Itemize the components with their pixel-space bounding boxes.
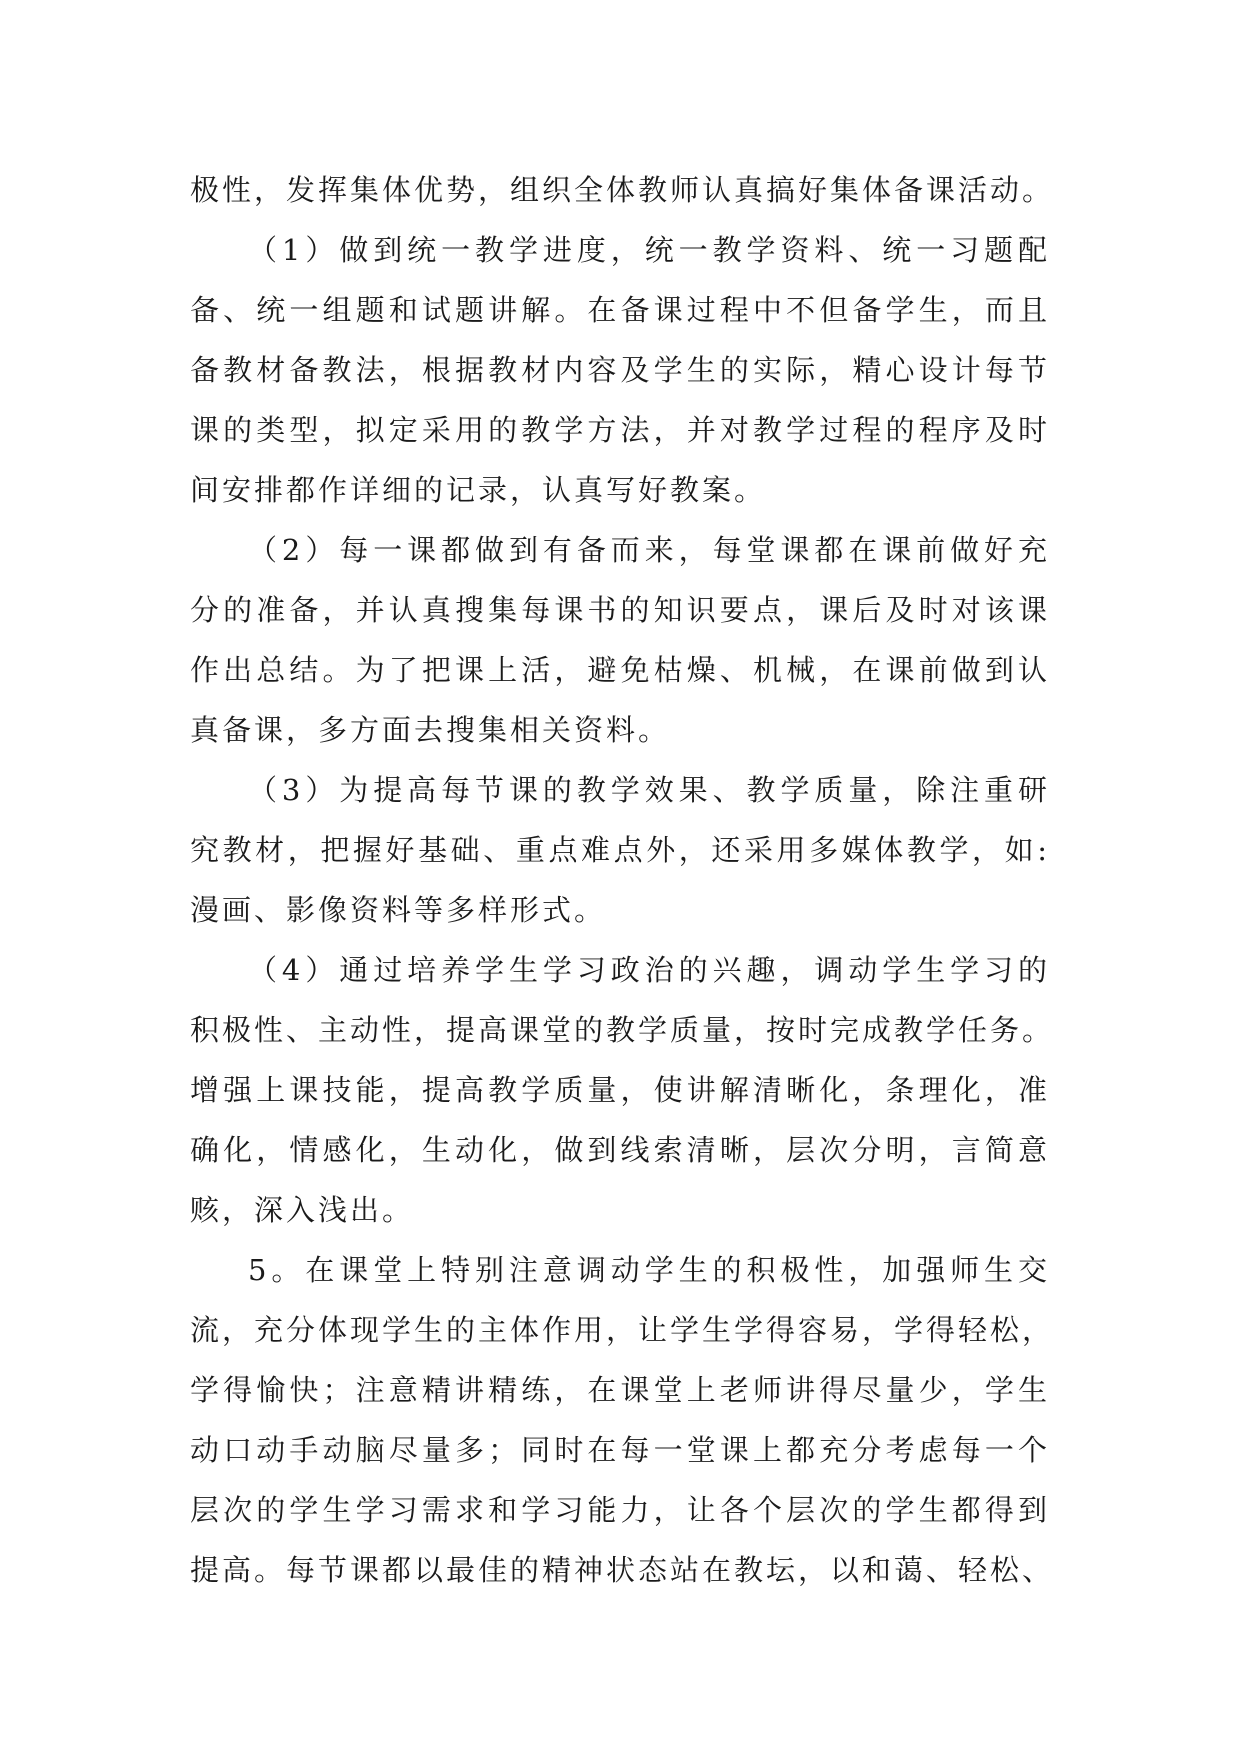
text-line: 真备课，多方面去搜集相关资料。 <box>190 713 671 747</box>
text-line: 学得愉快；注意精讲精练，在课堂上老师讲得尽量少，学生 <box>190 1373 1050 1407</box>
text-line: 备、统一组题和试题讲解。在备课过程中不但备学生，而且 <box>190 293 1050 327</box>
text-line: 极性，发挥集体优势，组织全体教师认真搞好集体备课活动。 <box>190 173 1055 207</box>
text-line: 漫画、影像资料等多样形式。 <box>190 893 607 927</box>
text-line: 备教材备教法，根据教材内容及学生的实际，精心设计每节 <box>190 353 1050 387</box>
text-line: 作出总结。为了把课上活，避免枯燥、机械，在课前做到认 <box>190 653 1050 687</box>
text-line: 分的准备，并认真搜集每课书的知识要点，课后及时对该课 <box>190 593 1050 627</box>
text-line: 课的类型，拟定采用的教学方法，并对教学过程的程序及时 <box>190 413 1050 447</box>
text-line: 5。在课堂上特别注意调动学生的积极性，加强师生交 <box>248 1253 1050 1287</box>
text-line: 间安排都作详细的记录，认真写好教案。 <box>190 473 767 507</box>
text-line: 流，充分体现学生的主体作用，让学生学得容易，学得轻松， <box>190 1313 1055 1347</box>
text-line: 确化，情感化，生动化，做到线索清晰，层次分明，言简意 <box>190 1133 1050 1167</box>
text-line: （2）每一课都做到有备而来，每堂课都在课前做好充 <box>248 533 1050 567</box>
text-line: 究教材，把握好基础、重点难点外，还采用多媒体教学，如: <box>190 833 1050 867</box>
text-line: 层次的学生学习需求和学习能力，让各个层次的学生都得到 <box>190 1493 1050 1527</box>
text-line: （1）做到统一教学进度，统一教学资料、统一习题配 <box>248 233 1050 267</box>
text-line: （3）为提高每节课的教学效果、教学质量，除注重研 <box>248 773 1050 807</box>
body-text <box>190 160 1055 1600</box>
text-line: 赅，深入浅出。 <box>190 1193 415 1227</box>
text-line: 提高。每节课都以最佳的精神状态站在教坛，以和蔼、轻松、 <box>190 1553 1055 1587</box>
text-line: 动口动手动脑尽量多；同时在每一堂课上都充分考虑每一个 <box>190 1433 1050 1467</box>
text-line: 积极性、主动性，提高课堂的教学质量，按时完成教学任务。 <box>190 1013 1055 1047</box>
text-line: （4）通过培养学生学习政治的兴趣，调动学生学习的 <box>248 953 1050 987</box>
text-line: 增强上课技能，提高教学质量，使讲解清晰化，条理化，准 <box>190 1073 1050 1107</box>
